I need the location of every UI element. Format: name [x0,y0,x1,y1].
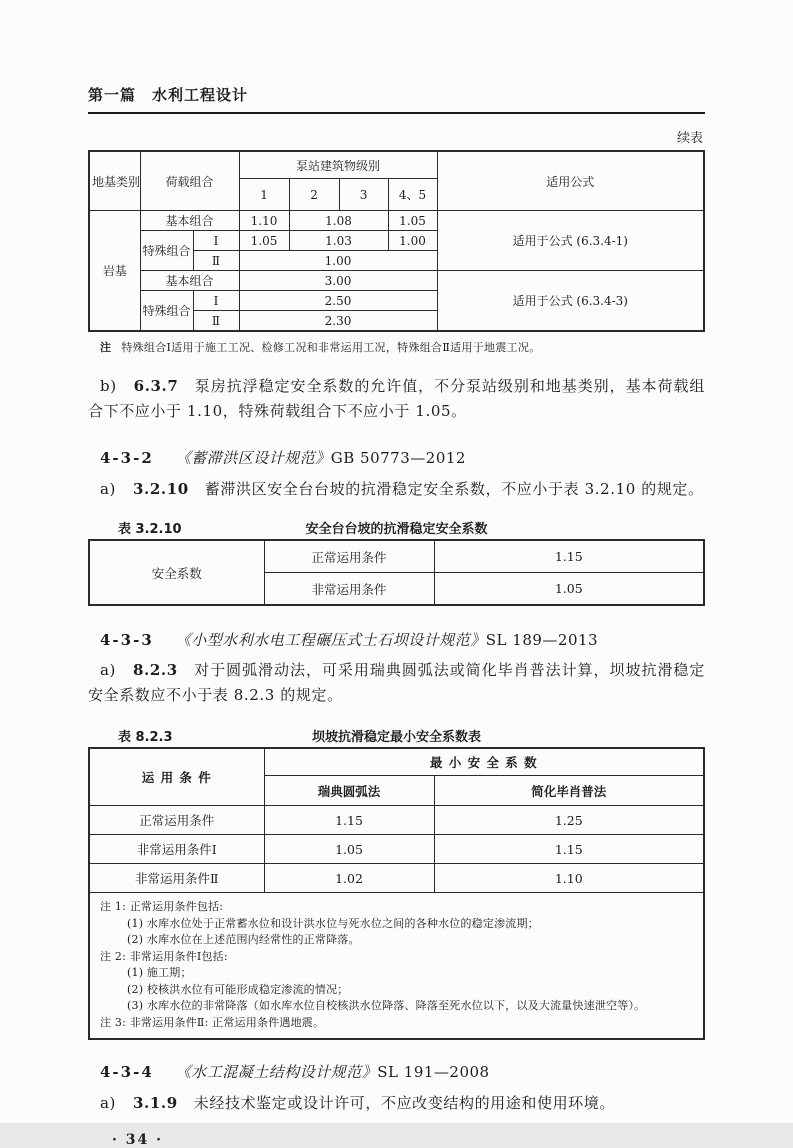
standard-code: SL 189—2013 [485,631,599,649]
clause-a-823 [88,658,705,708]
t3-note-item: (3) 水库水位的非常降落（如水库水位自校核洪水位降落、降落至死水位以下，以及大流量快速泄空等）。 [127,999,646,1012]
t3-header-condition: 运 用 条 件 [89,748,264,806]
table-row [89,864,704,893]
section-number: 4-3-3 [100,631,154,649]
t3-condition: 非常运用条件Ⅰ [89,835,264,864]
t1-value: 1.00 [388,231,437,251]
t1-formula-b: 适用于公式 (6.3.4-3) [437,271,704,332]
table-row [89,893,704,1040]
section-heading-432 [88,447,705,468]
clause-text: 未经技术鉴定或设计许可，不应改变结构的用途和使用环境。 [193,1094,615,1112]
clause-number: 8.2.3 [133,661,178,679]
t1-special-combination-b: 特殊组合 [140,291,193,332]
t1-grade-1: 1 [239,179,289,211]
t3-caption [88,726,705,744]
t2-caption-label: 表 3.2.10 [118,522,182,537]
t1-basic-combination-a: 基本组合 [140,211,239,231]
t3-note-item: (1) 水库水位处于正常蓄水位和设计洪水位与死水位之间的各种水位的稳定渗流期； [127,916,539,930]
t1-header-foundation: 地基类别 [89,151,140,211]
section-heading-433 [88,629,705,650]
t3-value: 1.10 [434,864,704,893]
clause-prefix: a) [100,661,116,679]
standard-title: 《蓄滞洪区设计规范》 [175,449,331,467]
t1-roman-one: Ⅰ [193,231,239,251]
table-row [89,211,704,231]
clause-b-637 [88,374,705,424]
clause-a-319 [88,1091,705,1116]
t1-grade-3: 3 [339,179,388,211]
t1-footnote-label: 注 [100,341,112,354]
t2-caption-title: 安全台台坡的抗滑稳定安全系数 [305,522,488,537]
t1-formula-a: 适用于公式 (6.3.4-1) [437,211,704,271]
t1-value: 2.30 [239,311,437,332]
t3-value: 1.25 [434,806,704,835]
part-label: 第一篇 [88,86,137,104]
t2-value: 1.15 [434,540,704,573]
table-row [89,271,704,291]
t2-value: 1.05 [434,573,704,606]
t3-condition: 正常运用条件 [89,806,264,835]
clause-text: 对于圆弧滑动法，可采用瑞典圆弧法或简化毕肖普法计算，坝坡抗滑稳定安全系数应不小于表 8.2.3 的规定。 [88,661,705,704]
t1-basic-combination-b: 基本组合 [140,271,239,291]
clause-a-3210 [88,477,705,502]
t3-note: 注 3: 非常运用条件Ⅱ: 正常运用条件遇地震。 [100,1015,325,1029]
standard-code: GB 50773—2012 [330,449,466,467]
t3-condition: 非常运用条件Ⅱ [89,864,264,893]
pump-station-safety-factor-table [88,150,705,332]
clause-number: 3.1.9 [133,1094,178,1112]
t1-value: 1.10 [239,211,289,231]
t1-special-combination-a: 特殊组合 [140,231,193,271]
t3-header-swedish-method: 瑞典圆弧法 [264,776,434,806]
clause-prefix: a) [100,480,116,498]
t1-header-load-combination: 荷载组合 [140,151,239,211]
section-number: 4-3-2 [100,449,154,467]
t1-value: 2.50 [239,291,437,311]
t1-foundation-rock: 岩基 [89,211,140,332]
t1-value: 3.00 [239,271,437,291]
t1-footnote [100,339,705,355]
t2-condition: 正常运用条件 [264,540,434,573]
section-number: 4-3-4 [100,1063,154,1081]
safety-platform-slope-table [88,539,705,606]
table-row [89,806,704,835]
t2-caption [88,518,705,536]
section-heading-434 [88,1061,705,1082]
t3-header-min-factor: 最 小 安 全 系 数 [264,748,704,776]
t3-note: 注 2: 非常运用条件Ⅰ包括: [100,949,228,963]
clause-text: 泵房抗浮稳定安全系数的允许值，不分泵站级别和地基类别，基本荷载组合下不应小于 1.10，特殊荷载组合下不应小于 1.05。 [88,377,705,420]
t3-value: 1.05 [264,835,434,864]
t1-value: 1.08 [289,211,388,231]
t3-note-item: (2) 校核洪水位有可能形成稳定渗流的情况； [127,982,349,996]
part-title: 水利工程设计 [152,86,249,104]
t3-header-bishop-method: 简化毕肖普法 [434,776,704,806]
t1-value: 1.05 [239,231,289,251]
t1-value: 1.03 [289,231,388,251]
t3-note: 注 1: 正常运用条件包括: [100,900,224,913]
t3-value: 1.02 [264,864,434,893]
clause-prefix: b) [100,377,117,395]
clause-prefix: a) [100,1094,116,1112]
t3-value: 1.15 [264,806,434,835]
t1-grade-45: 4、5 [388,179,437,211]
clause-number: 3.2.10 [133,480,189,498]
t1-roman-one: Ⅰ [193,291,239,311]
t1-grade-2: 2 [289,179,339,211]
clause-text: 蓄滞洪区安全台台坡的抗滑稳定安全系数，不应小于表 3.2.10 的规定。 [204,480,704,498]
running-header [88,84,705,114]
dam-slope-min-safety-factor-table [88,747,705,1040]
t1-roman-two: Ⅱ [193,251,239,271]
standard-title: 《小型水利水电工程碾压式土石坝设计规范》 [175,631,486,649]
clause-number: 6.3.7 [133,377,179,395]
t1-value: 1.00 [239,251,437,271]
t3-notes-cell [89,893,704,1040]
t3-value: 1.15 [434,835,704,864]
t2-condition: 非常运用条件 [264,573,434,606]
t3-caption-title: 坝坡抗滑稳定最小安全系数表 [311,730,481,745]
continued-table-label: 续表 [676,131,703,146]
table-row [89,835,704,864]
t3-note-item: (1) 施工期； [127,966,192,979]
t3-note-item: (2) 水库水位在上述范围内经常性的正常降落。 [127,933,360,946]
t1-footnote-text: 特殊组合Ⅰ适用于施工工况、检修工况和非常运用工况，特殊组合Ⅱ适用于地震工况。 [121,341,541,354]
page-number: · 34 · [112,1132,163,1148]
t1-header-formula: 适用公式 [437,151,704,211]
table-row [89,540,704,573]
standard-code: SL 191—2008 [377,1063,490,1081]
t3-caption-label: 表 8.2.3 [118,730,173,745]
standard-title: 《水工混凝土结构设计规范》 [175,1063,378,1081]
t1-roman-two: Ⅱ [193,311,239,332]
t1-value: 1.05 [388,211,437,231]
t1-header-building-grade: 泵站建筑物级别 [239,151,437,179]
t2-row-label: 安全系数 [89,540,264,605]
